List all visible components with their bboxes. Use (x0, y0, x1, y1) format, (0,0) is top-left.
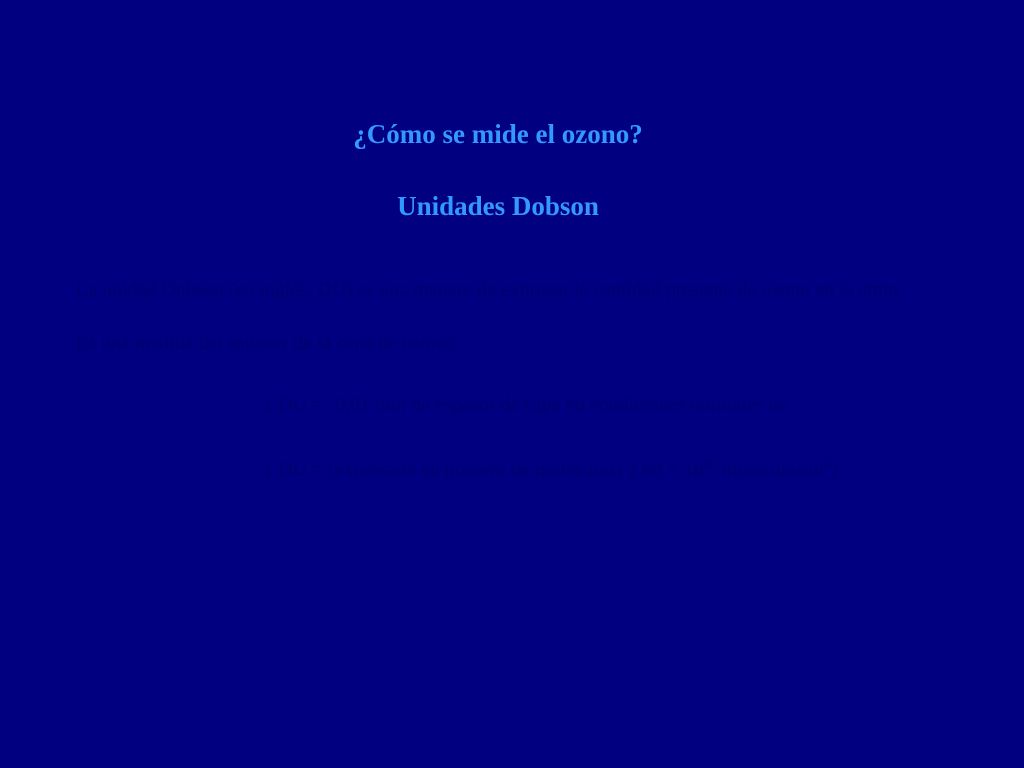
slide-subtitle: Unidades Dobson (397, 191, 599, 221)
equation-thickness-rhs: 0,01 mm de espesor de capa en condiciones normales de (335, 394, 788, 416)
equation-molecules (263, 456, 838, 481)
equation-molecules-prefix: 1 DU = (expresado en número de moléculas) 2,69 × 10 (263, 459, 704, 481)
equation-molecules-suffix: ) (830, 459, 838, 481)
equation-thickness-lhs: 1 DU = (263, 394, 324, 416)
definition-paragraph: La unidad Dobson (en inglés, DU) es una manera de expresar la cantidad presente de ozono en la atmo (76, 280, 899, 300)
equation-molecules-exponent-1: 20 (703, 456, 717, 471)
equation-thickness (263, 395, 787, 415)
equation-molecules-middle: moléculas/m (716, 459, 824, 481)
equation-molecules-exponent-2: 2 (823, 456, 831, 471)
measure-paragraph: Es una medida del espesor de la capa de ozono: (76, 332, 457, 354)
slide-title: ¿Cómo se mide el ozono? (353, 119, 643, 149)
